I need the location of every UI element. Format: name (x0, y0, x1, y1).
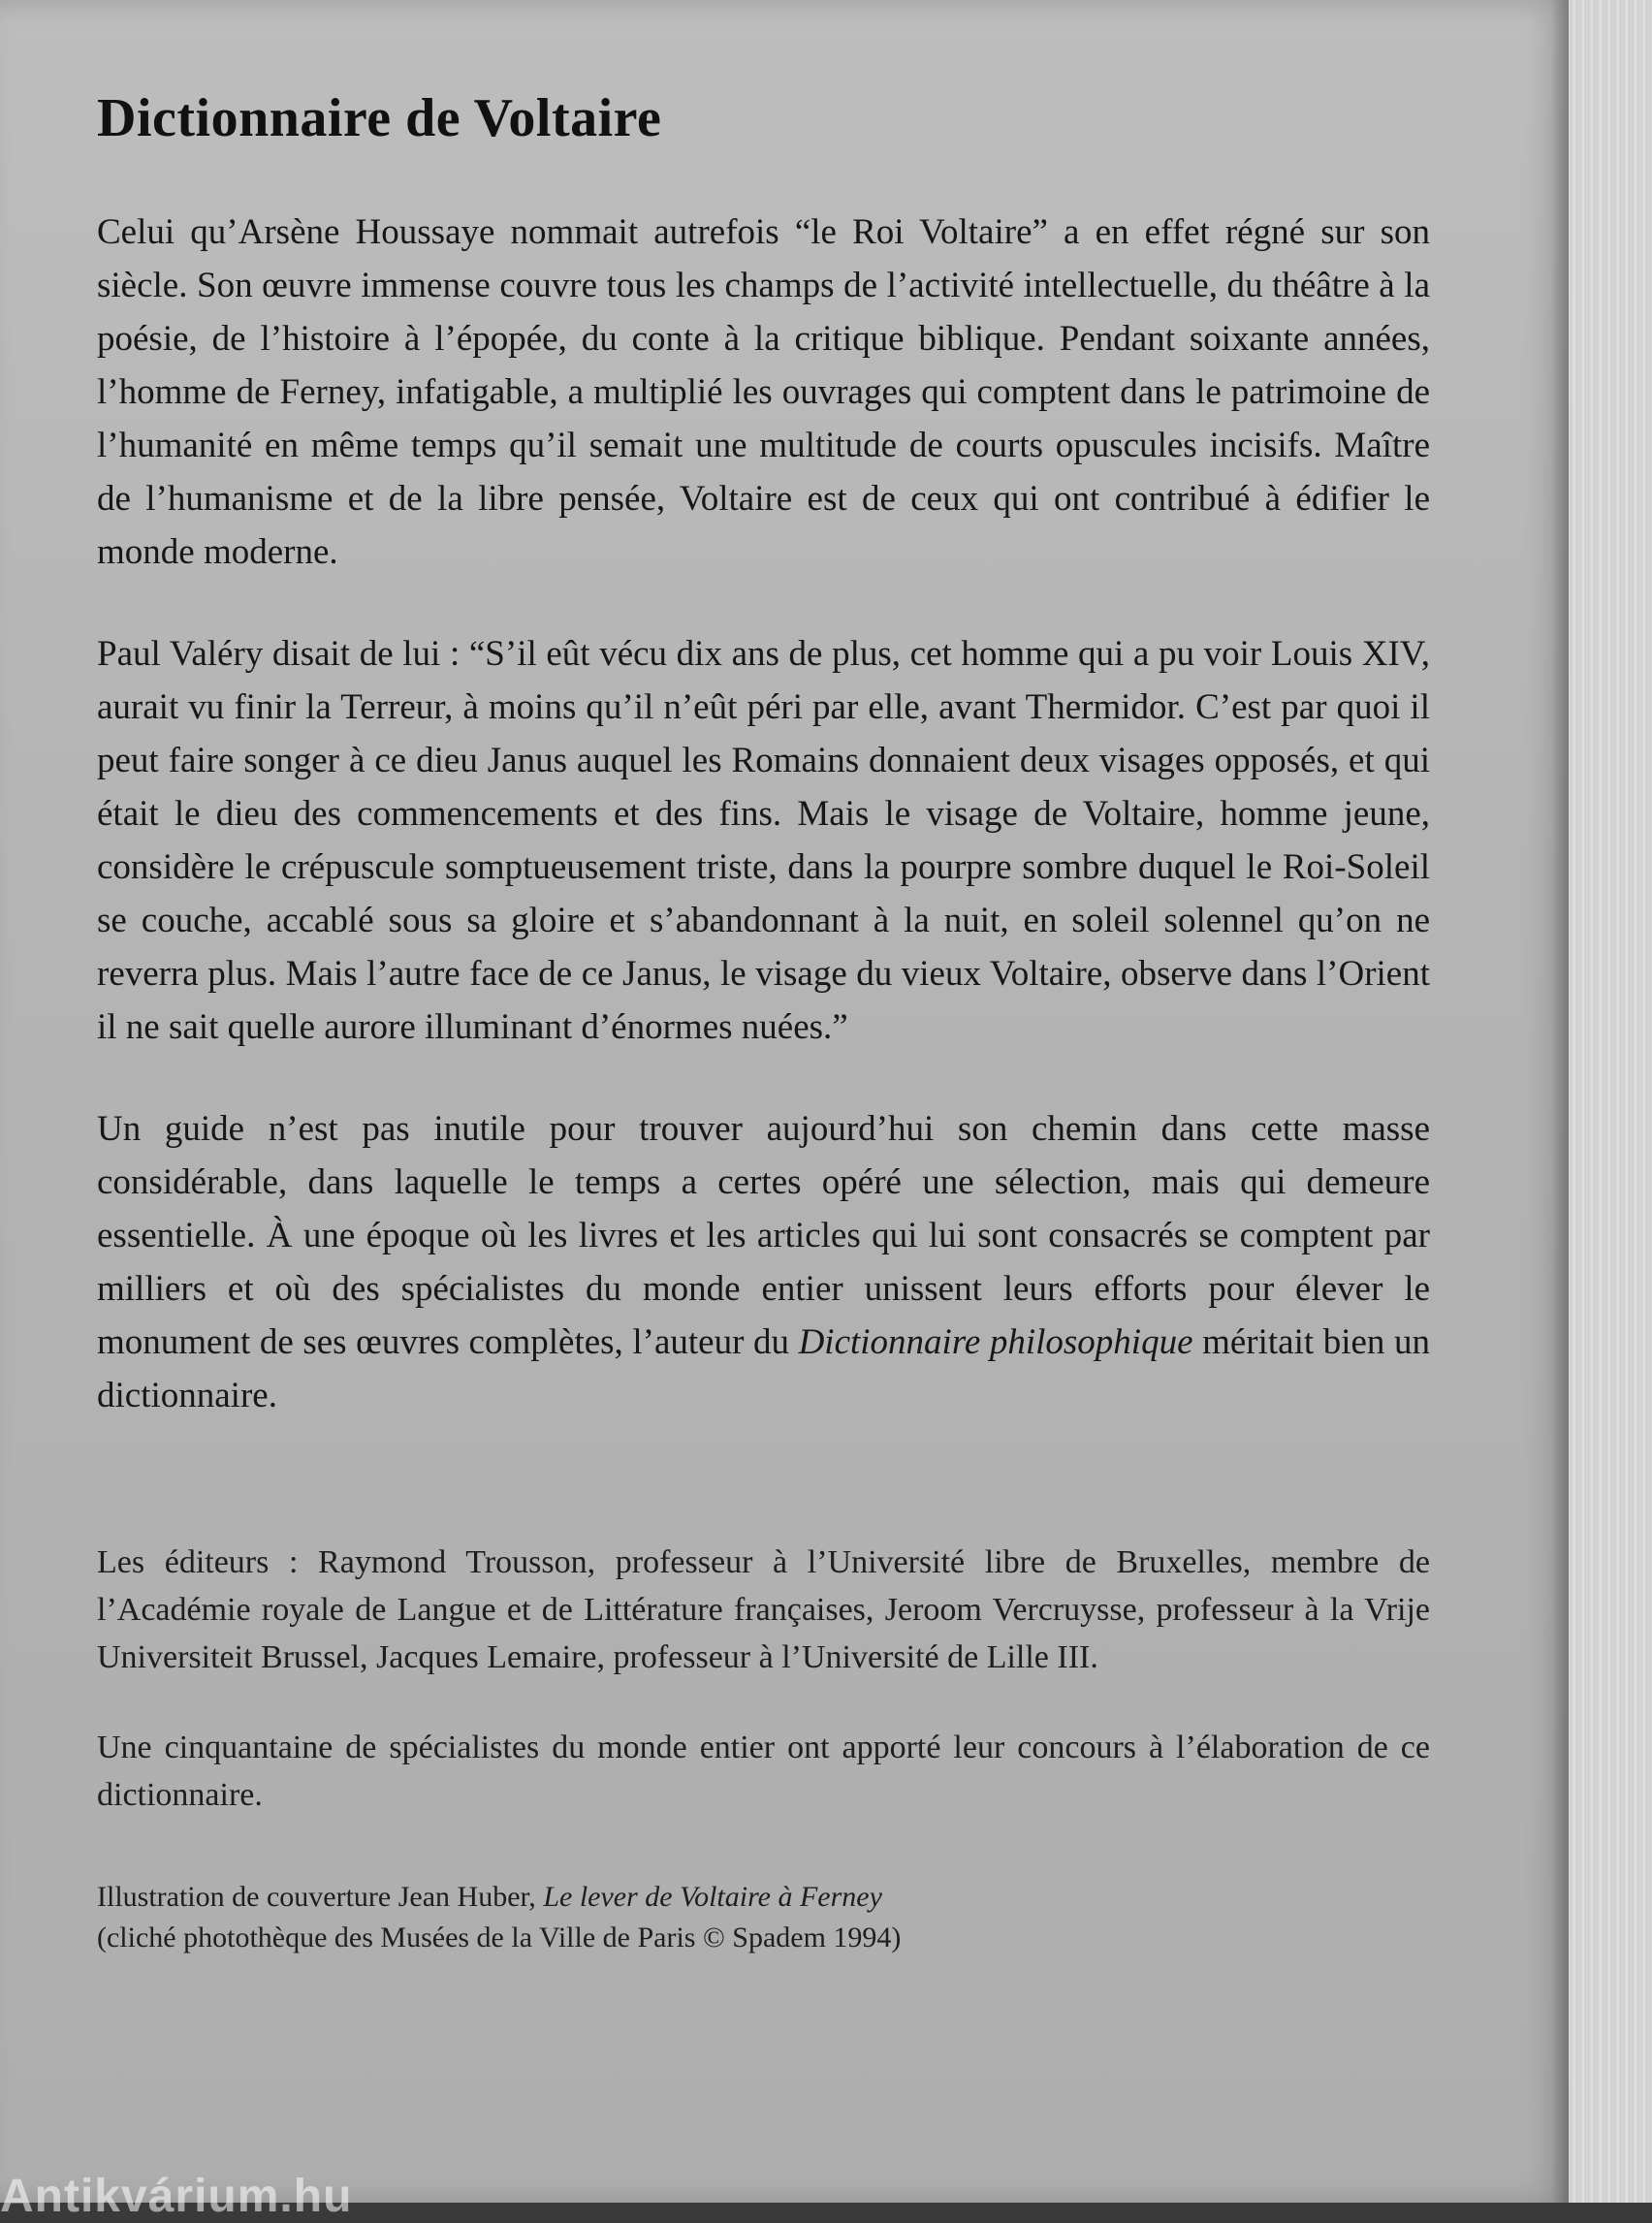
credit-line-2: (cliché photothèque des Musées de la Ville de Paris © Spadem 1994) (97, 1921, 902, 1953)
page-content (97, 87, 1430, 1958)
paragraph-valery-quote: Paul Valéry disait de lui : “S’il eût vécu dix ans de plus, cet homme qui a pu voir Louis XIV, aurait vu finir la Terreur, à moins qu’il n’eût péri par elle, avant Thermidor. C’est par quoi il peut faire songer à ce dieu Janus auquel les Romains donnaient deux visages opposés, et qui était le dieu des commencements et des fins. Mais le visage de Voltaire, homme jeune, considère le crépuscule somptueusement triste, dans la pourpre sombre duquel le Roi-Soleil se couche, accablé sous sa gloire et s’abandonnant à la nuit, en soleil solennel qu’on ne reverra plus. Mais l’autre face de ce Janus, le visage du vieux Voltaire, observe dans l’Orient il ne sait quelle aurore illuminant d’énormes nuées.” (97, 634, 1430, 1047)
cover-illustration-credit (97, 1877, 1430, 1958)
editors-paragraph: Les éditeurs : Raymond Trousson, professeur à l’Université libre de Bruxelles, membre de l’Académie royale de Langue et de Littérature françaises, Jeroom Vercruysse, professeur à la Vrije Universiteit Brussel, Jacques Lemaire, professeur à l’Université de Lille III. (97, 1544, 1430, 1675)
paragraph-guide-text-start: Un guide n’est pas inutile pour trouver aujourd’hui son chemin dans cette masse considérable, dans laquelle le temps a certes opéré une sélection, mais qui demeure essentielle. À une époque où les livres et les articles qui lui sont consacrés se comptent par milliers et où des spécialistes du monde entier unissent leurs efforts pour élever le monument de ses œuvres complètes, l’auteur du (97, 1109, 1430, 1362)
artwork-title-italic: Le lever de Voltaire à Ferney (543, 1881, 882, 1913)
book-title-italic: Dictionnaire philosophique (798, 1322, 1193, 1362)
credit-line-1 (97, 1877, 1430, 1918)
paragraph-guide-text-end: méritait bien un dictionnaire. (97, 1322, 1430, 1415)
contributors-paragraph: Une cinquantaine de spécialistes du monde entier ont apporté leur concours à l’élaboration de ce dictionnaire. (97, 1730, 1430, 1813)
paragraph-guide (97, 1102, 1430, 1422)
paragraph-intro: Celui qu’Arsène Houssaye nommait autrefois “le Roi Voltaire” a en effet régné sur son siècle. Son œuvre immense couvre tous les champs de l’activité intellectuelle, du théâtre à la poésie, de l’histoire à l’épopée, du conte à la critique biblique. Pendant soixante années, l’homme de Ferney, infatigable, a multiplié les ouvrages qui comptent dans le patrimoine de l’humanité en même temps qu’il semait une multitude de courts opuscules incisifs. Maître de l’humanisme et de la libre pensée, Voltaire est de ceux qui ont contribué à édifier le monde moderne. (97, 212, 1430, 572)
watermark: Antikvárium.hu (0, 2171, 353, 2222)
page-title: Dictionnaire de Voltaire (97, 88, 662, 148)
credit-prefix: Illustration de couverture Jean Huber, (97, 1881, 544, 1913)
page-stack-edge (1569, 0, 1652, 2203)
editors-block (97, 1539, 1430, 1819)
